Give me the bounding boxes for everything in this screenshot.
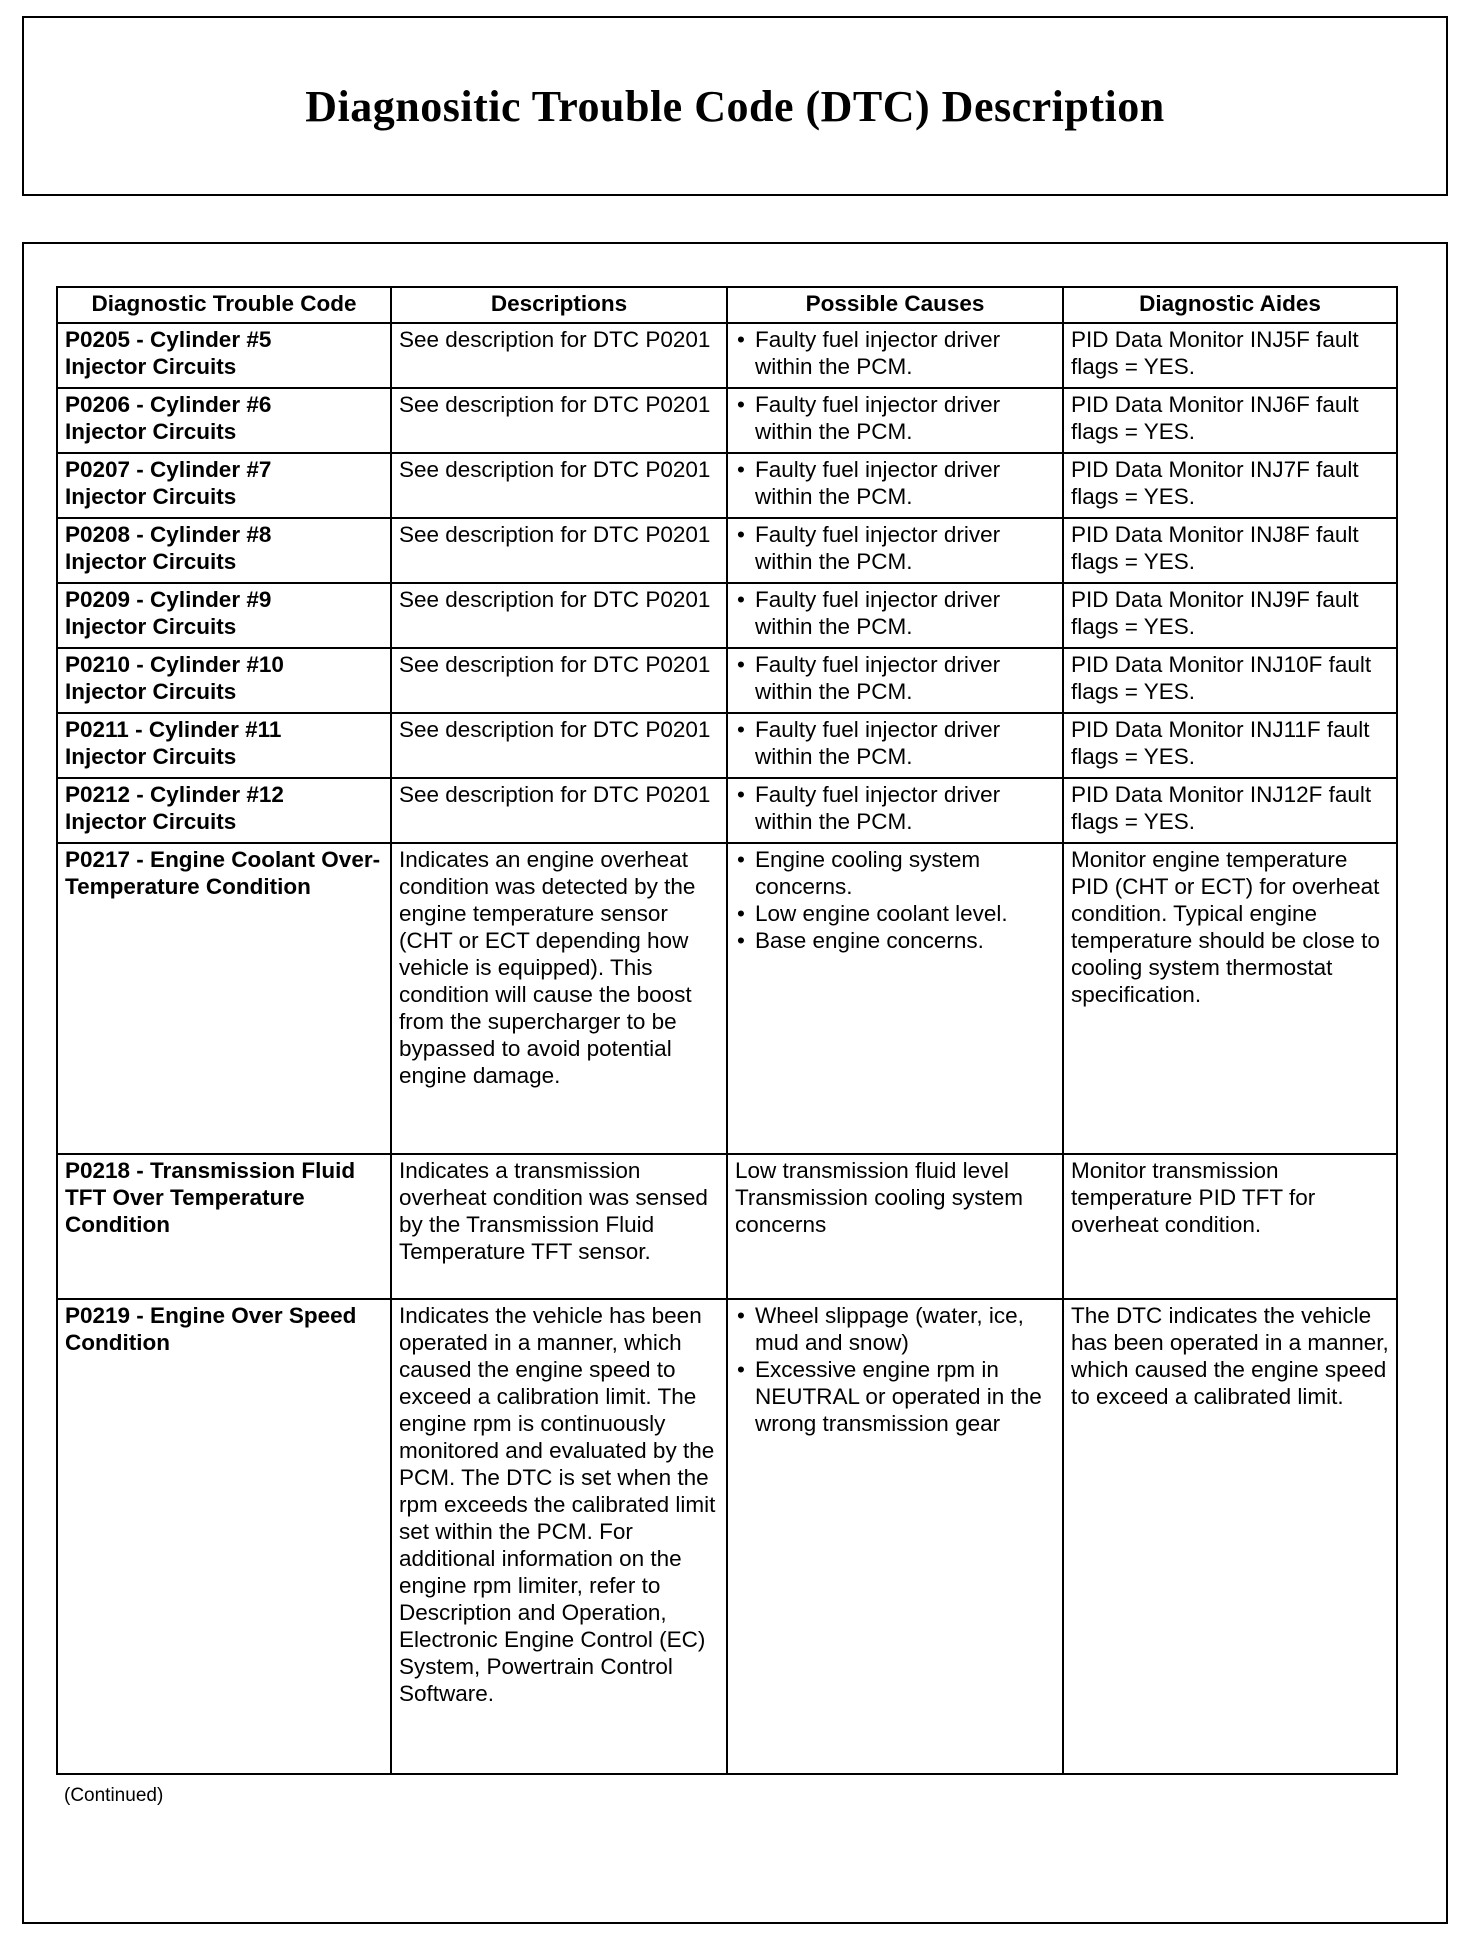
table-row: [57, 713, 1397, 778]
dtc-code: P0210 - Cylinder #10: [65, 652, 284, 677]
description-cell: See description for DTC P0201: [391, 713, 727, 778]
cause-item: • Faulty fuel injector driver within the PCM.: [735, 651, 1055, 705]
cause-item: • Faulty fuel injector driver within the PCM.: [735, 391, 1055, 445]
dtc-code: P0207 - Cylinder #7: [65, 457, 272, 482]
aides-cell: PID Data Monitor INJ5F fault flags = YES.: [1063, 323, 1397, 388]
description-cell: Indicates a transmission overheat condition was sensed by the Transmission Fluid Temperature TFT sensor.: [391, 1154, 727, 1299]
aides-cell: Monitor transmission temperature PID TFT for overheat condition.: [1063, 1154, 1397, 1299]
causes-cell: [727, 713, 1063, 778]
dtc-code-cell: [57, 583, 391, 648]
table-row: [57, 388, 1397, 453]
dtc-code: P0212 - Cylinder #12: [65, 782, 284, 807]
causes-cell: [727, 388, 1063, 453]
dtc-code: P0205 - Cylinder #5: [65, 327, 272, 352]
aides-cell: PID Data Monitor INJ6F fault flags = YES.: [1063, 388, 1397, 453]
dtc-code-cell: [57, 1299, 391, 1774]
dtc-code-name: Injector Circuits: [65, 484, 237, 509]
cause-item: • Faulty fuel injector driver within the PCM.: [735, 716, 1055, 770]
table-header-row: [57, 287, 1397, 323]
dtc-code-name: Injector Circuits: [65, 549, 237, 574]
description-cell: See description for DTC P0201: [391, 453, 727, 518]
cause-item: • Faulty fuel injector driver within the PCM.: [735, 781, 1055, 835]
aides-cell: PID Data Monitor INJ7F fault flags = YES.: [1063, 453, 1397, 518]
aides-cell: PID Data Monitor INJ9F fault flags = YES.: [1063, 583, 1397, 648]
dtc-code: P0209 - Cylinder #9: [65, 587, 272, 612]
dtc-code-name: Injector Circuits: [65, 614, 237, 639]
table-row: [57, 843, 1397, 1154]
dtc-code-cell: [57, 778, 391, 843]
causes-cell: [727, 1154, 1063, 1299]
cause-item: • Excessive engine rpm in NEUTRAL or operated in the wrong transmission gear: [735, 1356, 1055, 1437]
dtc-code: P0211 - Cylinder #11: [65, 717, 282, 742]
page-title: Diagnositic Trouble Code (DTC) Description: [305, 81, 1165, 131]
dtc-code-cell: [57, 843, 391, 1154]
description-cell: See description for DTC P0201: [391, 583, 727, 648]
dtc-code-cell: [57, 648, 391, 713]
description-cell: See description for DTC P0201: [391, 648, 727, 713]
description-cell: Indicates an engine overheat condition was detected by the engine temperature sensor (CHT or ECT depending how vehicle is equipped). This condition will cause the boost from the supercharger to be bypassed to avoid potential engine damage.: [391, 843, 727, 1154]
dtc-code-cell: [57, 713, 391, 778]
cause-line: Low transmission fluid level: [735, 1158, 1009, 1183]
causes-cell: [727, 518, 1063, 583]
table-row: [57, 1299, 1397, 1774]
dtc-code-name: Injector Circuits: [65, 419, 237, 444]
causes-cell: [727, 583, 1063, 648]
description-cell: See description for DTC P0201: [391, 388, 727, 453]
aides-cell: The DTC indicates the vehicle has been operated in a manner, which caused the engine speed to exceed a calibrated limit.: [1063, 1299, 1397, 1774]
description-cell: Indicates the vehicle has been operated in a manner, which caused the engine speed to exceed a calibration limit. The engine rpm is continuously monitored and evaluated by the PCM. The DTC is set when the rpm exceeds the calibrated limit set within the PCM. For additional information on the engine rpm limiter, refer to Description and Operation, Electronic Engine Control (EC) System, Powertrain Control Software.: [391, 1299, 727, 1774]
table-row: [57, 518, 1397, 583]
causes-cell: [727, 778, 1063, 843]
causes-cell: [727, 1299, 1063, 1774]
dtc-code: P0218 - Transmission Fluid TFT Over Temperature Condition: [65, 1158, 356, 1237]
aides-cell: PID Data Monitor INJ8F fault flags = YES.: [1063, 518, 1397, 583]
cause-line: Transmission cooling system concerns: [735, 1185, 1024, 1237]
causes-cell: [727, 648, 1063, 713]
table-row: [57, 453, 1397, 518]
cause-item: • Faulty fuel injector driver within the PCM.: [735, 586, 1055, 640]
aides-cell: PID Data Monitor INJ11F fault flags = YES.: [1063, 713, 1397, 778]
causes-cell: [727, 323, 1063, 388]
table-row: [57, 1154, 1397, 1299]
aides-cell: Monitor engine temperature PID (CHT or ECT) for overheat condition. Typical engine temperature should be close to cooling system thermostat specification.: [1063, 843, 1397, 1154]
cause-item: • Faulty fuel injector driver within the PCM.: [735, 521, 1055, 575]
cause-item: • Low engine coolant level.: [735, 900, 1055, 927]
header-descriptions: Descriptions: [391, 287, 727, 323]
title-box: [22, 16, 1448, 196]
causes-cell: [727, 843, 1063, 1154]
header-code: Diagnostic Trouble Code: [57, 287, 391, 323]
header-possible-causes: Possible Causes: [727, 287, 1063, 323]
dtc-code: P0219 - Engine Over Speed Condition: [65, 1303, 357, 1355]
dtc-code-name: Injector Circuits: [65, 679, 237, 704]
cause-item: • Wheel slippage (water, ice, mud and snow): [735, 1302, 1055, 1356]
table-row: [57, 778, 1397, 843]
continued-note: (Continued): [64, 1785, 164, 1806]
table-row: [57, 648, 1397, 713]
dtc-code-cell: [57, 1154, 391, 1299]
table-row: [57, 323, 1397, 388]
dtc-code-name: Injector Circuits: [65, 744, 237, 769]
aides-cell: PID Data Monitor INJ10F fault flags = YES.: [1063, 648, 1397, 713]
cause-item: • Faulty fuel injector driver within the PCM.: [735, 456, 1055, 510]
table-body: [57, 323, 1397, 1774]
cause-item: • Faulty fuel injector driver within the PCM.: [735, 326, 1055, 380]
content-box: [22, 242, 1448, 1924]
dtc-code-cell: [57, 323, 391, 388]
dtc-code-cell: [57, 453, 391, 518]
cause-item: • Engine cooling system concerns.: [735, 846, 1055, 900]
dtc-code: P0217 - Engine Coolant Over-Temperature Condition: [65, 847, 381, 899]
table-row: [57, 583, 1397, 648]
dtc-code: P0208 - Cylinder #8: [65, 522, 272, 547]
causes-cell: [727, 453, 1063, 518]
dtc-code-cell: [57, 518, 391, 583]
cause-item: • Base engine concerns.: [735, 927, 1055, 954]
aides-cell: PID Data Monitor INJ12F fault flags = YES.: [1063, 778, 1397, 843]
description-cell: See description for DTC P0201: [391, 518, 727, 583]
dtc-code-cell: [57, 388, 391, 453]
dtc-code-name: Injector Circuits: [65, 354, 237, 379]
header-diagnostic-aides: Diagnostic Aides: [1063, 287, 1397, 323]
description-cell: See description for DTC P0201: [391, 778, 727, 843]
dtc-code: P0206 - Cylinder #6: [65, 392, 272, 417]
dtc-table: [56, 286, 1398, 1775]
dtc-code-name: Injector Circuits: [65, 809, 237, 834]
description-cell: See description for DTC P0201: [391, 323, 727, 388]
